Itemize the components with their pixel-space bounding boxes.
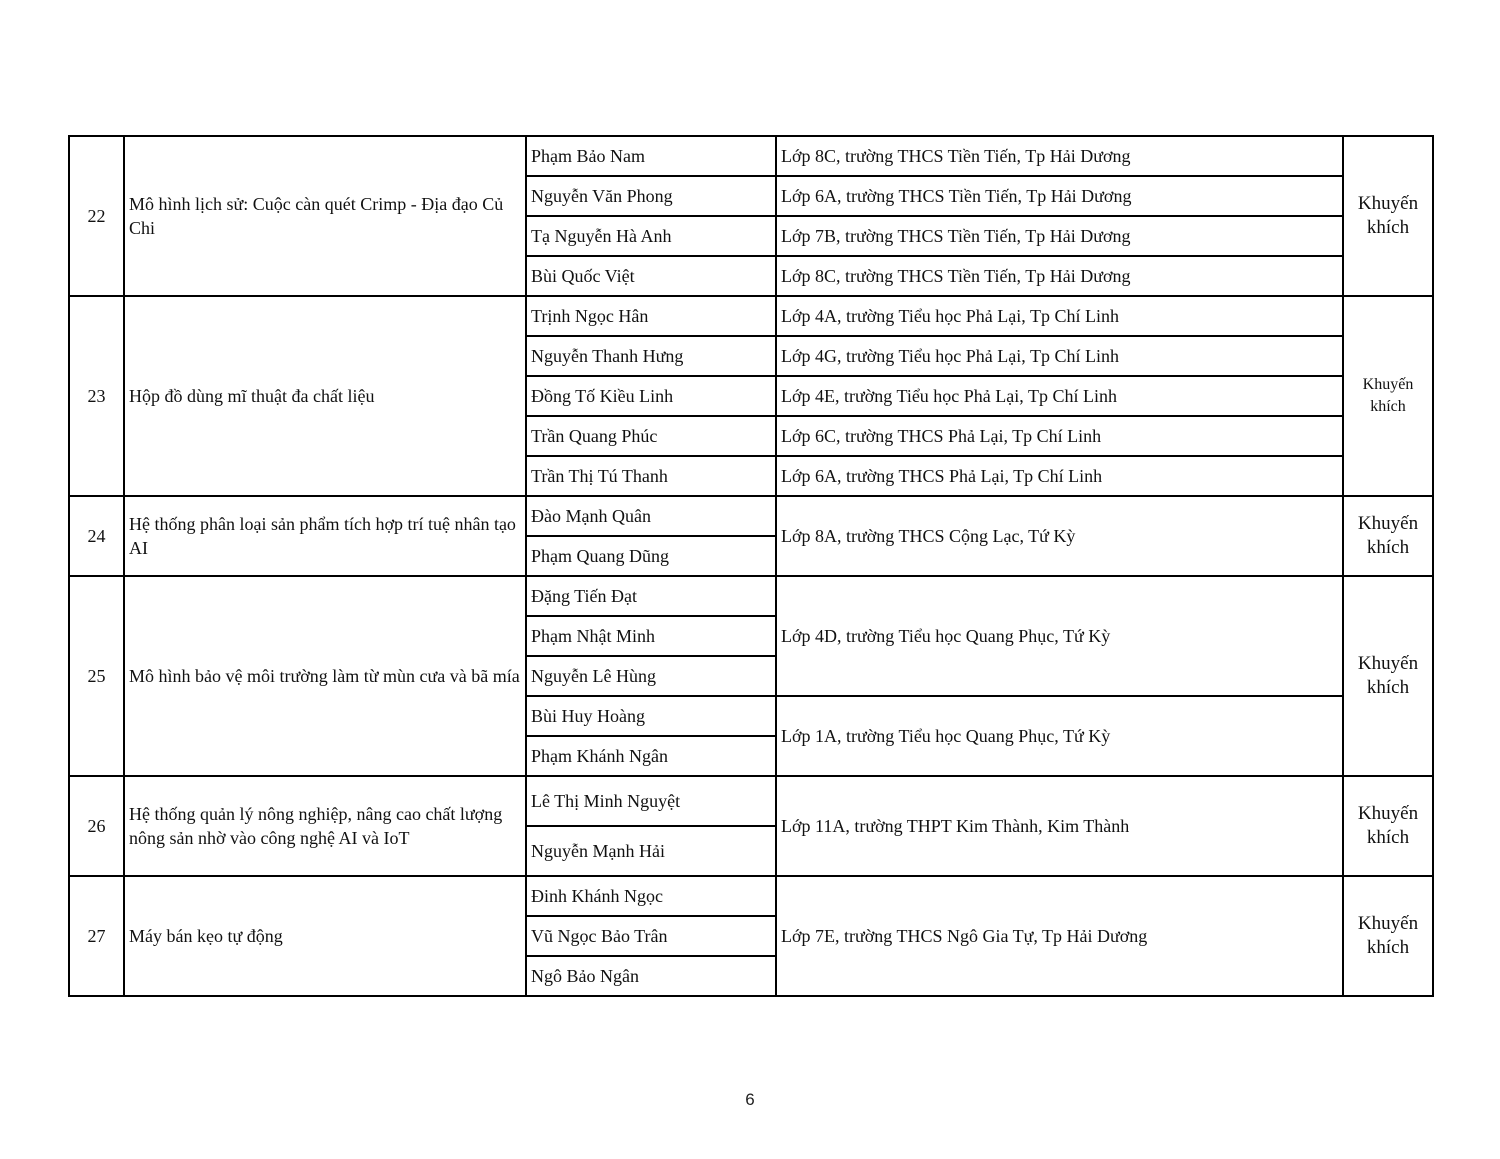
award-level: Khuyến khích [1343, 496, 1433, 576]
award-level: Khuyến khích [1343, 296, 1433, 496]
student-school: Lớp 8C, trường THCS Tiền Tiến, Tp Hải Dương [776, 136, 1343, 176]
table-row [69, 876, 1433, 916]
student-name: Phạm Khánh Ngân [526, 736, 776, 776]
student-school: Lớp 8A, trường THCS Cộng Lạc, Tứ Kỳ [776, 496, 1343, 576]
student-name: Bùi Huy Hoàng [526, 696, 776, 736]
student-name: Đồng Tố Kiều Linh [526, 376, 776, 416]
table-row [69, 576, 1433, 616]
award-level: Khuyến khích [1343, 576, 1433, 776]
student-name: Phạm Bảo Nam [526, 136, 776, 176]
student-school: Lớp 7E, trường THCS Ngô Gia Tự, Tp Hải Dương [776, 876, 1343, 996]
student-name: Đinh Khánh Ngọc [526, 876, 776, 916]
table-row [69, 776, 1433, 826]
student-name: Vũ Ngọc Bảo Trân [526, 916, 776, 956]
project-title: Hệ thống phân loại sản phẩm tích hợp trí tuệ nhân tạo AI [124, 496, 526, 576]
student-name: Phạm Quang Dũng [526, 536, 776, 576]
student-name: Trần Quang Phúc [526, 416, 776, 456]
student-school: Lớp 1A, trường Tiểu học Quang Phục, Tứ Kỳ [776, 696, 1343, 776]
student-school: Lớp 8C, trường THCS Tiền Tiến, Tp Hải Dương [776, 256, 1343, 296]
entry-number: 25 [69, 576, 124, 776]
award-level: Khuyến khích [1343, 136, 1433, 296]
student-name: Đào Mạnh Quân [526, 496, 776, 536]
student-name: Nguyễn Lê Hùng [526, 656, 776, 696]
project-title: Mô hình bảo vệ môi trường làm từ mùn cưa và bã mía [124, 576, 526, 776]
entry-number: 22 [69, 136, 124, 296]
student-name: Nguyễn Thanh Hưng [526, 336, 776, 376]
student-school: Lớp 6C, trường THCS Phả Lại, Tp Chí Linh [776, 416, 1343, 456]
student-name: Nguyễn Mạnh Hải [526, 826, 776, 876]
student-name: Trịnh Ngọc Hân [526, 296, 776, 336]
project-title: Hệ thống quản lý nông nghiệp, nâng cao chất lượng nông sản nhờ vào công nghệ AI và IoT [124, 776, 526, 876]
entry-number: 27 [69, 876, 124, 996]
student-school: Lớp 6A, trường THCS Tiền Tiến, Tp Hải Dương [776, 176, 1343, 216]
student-school: Lớp 7B, trường THCS Tiền Tiến, Tp Hải Dương [776, 216, 1343, 256]
entry-number: 26 [69, 776, 124, 876]
student-name: Đặng Tiến Đạt [526, 576, 776, 616]
student-school: Lớp 6A, trường THCS Phả Lại, Tp Chí Linh [776, 456, 1343, 496]
student-name: Ngô Bảo Ngân [526, 956, 776, 996]
student-school: Lớp 4D, trường Tiểu học Quang Phục, Tứ Kỳ [776, 576, 1343, 696]
project-title: Hộp đồ dùng mĩ thuật đa chất liệu [124, 296, 526, 496]
awards-table [68, 135, 1434, 997]
project-title: Mô hình lịch sử: Cuộc càn quét Crimp - Địa đạo Củ Chi [124, 136, 526, 296]
table-row [69, 136, 1433, 176]
student-school: Lớp 4E, trường Tiểu học Phả Lại, Tp Chí Linh [776, 376, 1343, 416]
project-title: Máy bán kẹo tự động [124, 876, 526, 996]
student-school: Lớp 4G, trường Tiểu học Phả Lại, Tp Chí Linh [776, 336, 1343, 376]
student-name: Tạ Nguyễn Hà Anh [526, 216, 776, 256]
award-level: Khuyến khích [1343, 876, 1433, 996]
page-number: 6 [745, 1090, 755, 1109]
student-name: Bùi Quốc Việt [526, 256, 776, 296]
table-row [69, 296, 1433, 336]
student-name: Lê Thị Minh Nguyệt [526, 776, 776, 826]
table-row [69, 496, 1433, 536]
student-name: Phạm Nhật Minh [526, 616, 776, 656]
award-level: Khuyến khích [1343, 776, 1433, 876]
student-school: Lớp 4A, trường Tiểu học Phả Lại, Tp Chí Linh [776, 296, 1343, 336]
student-school: Lớp 11A, trường THPT Kim Thành, Kim Thành [776, 776, 1343, 876]
student-name: Trần Thị Tú Thanh [526, 456, 776, 496]
entry-number: 24 [69, 496, 124, 576]
entry-number: 23 [69, 296, 124, 496]
student-name: Nguyễn Văn Phong [526, 176, 776, 216]
